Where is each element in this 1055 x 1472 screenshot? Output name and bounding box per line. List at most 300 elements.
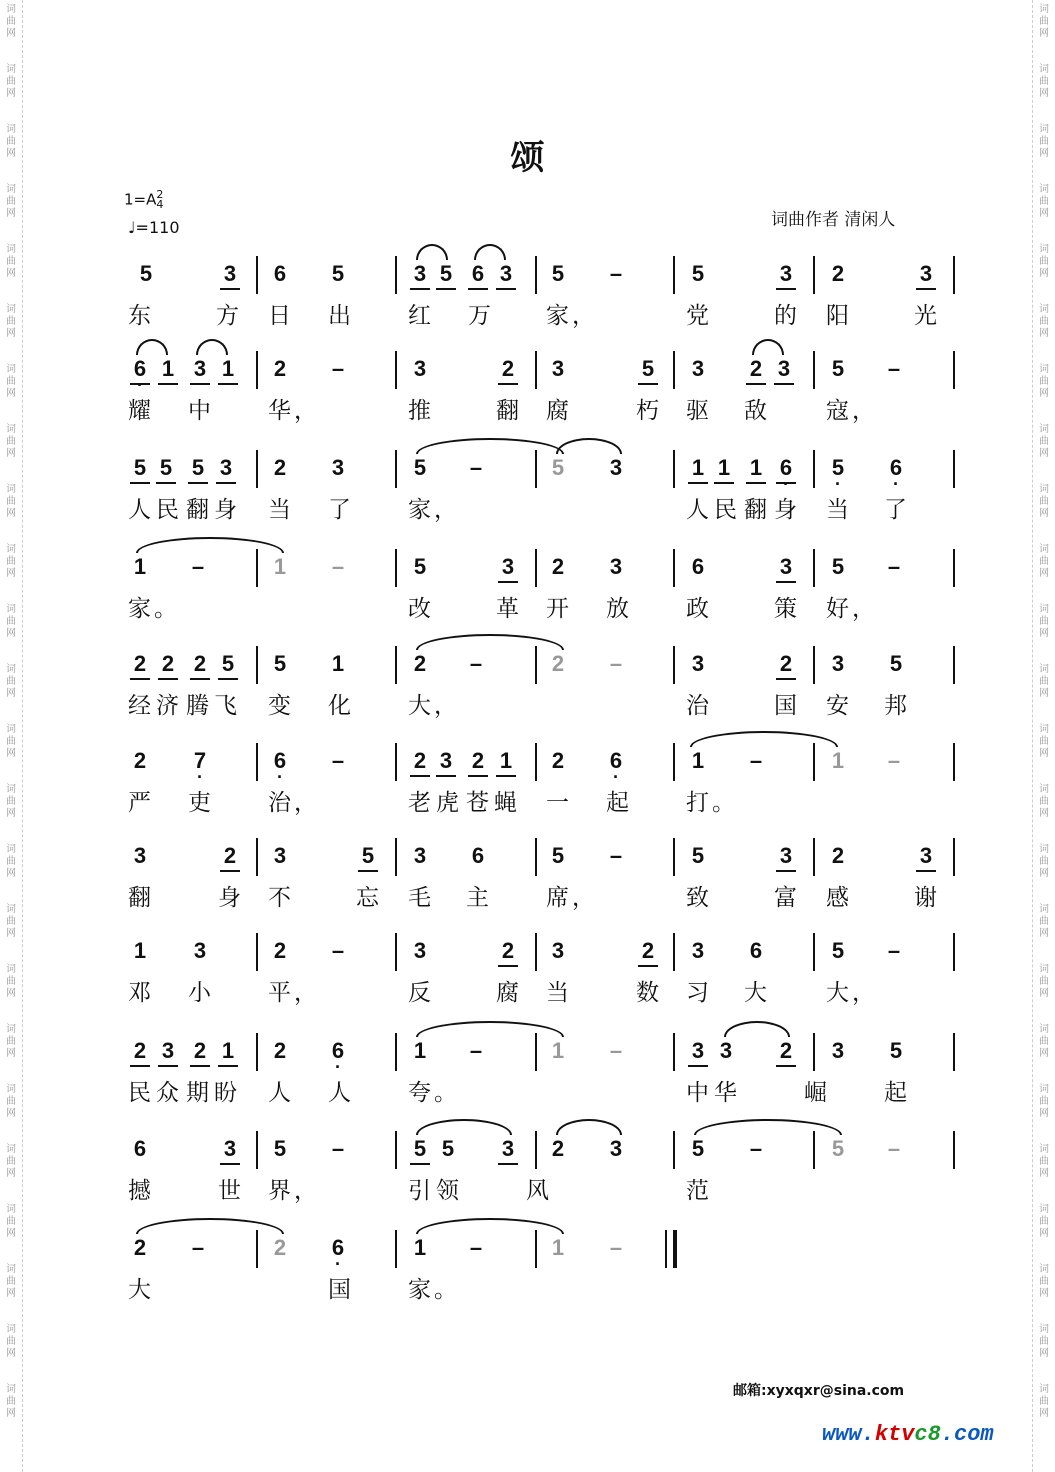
watermark-strip-right: [1032, 0, 1055, 1472]
tempo-marking: [128, 218, 180, 237]
bar-line: [673, 256, 675, 294]
bar-line: [535, 549, 537, 587]
note: 2: [128, 1039, 152, 1063]
time-sig-top: 2: [156, 188, 164, 201]
watermark-text: 词 曲 网: [1039, 844, 1049, 879]
watermark-text: 词 曲 网: [6, 844, 16, 879]
note: 1: [691, 748, 705, 773]
lyric-char: 寇: [826, 398, 849, 424]
lyric-char: 翻: [496, 398, 519, 424]
extension-dash: –: [887, 748, 901, 773]
lyric-char: ，: [852, 596, 875, 622]
lyric-char: 。: [712, 790, 735, 816]
bar-line: [395, 450, 397, 488]
lyric-char: 不: [268, 885, 291, 911]
lyric-char: 民: [156, 497, 179, 523]
note: 5: [413, 455, 427, 480]
slur-arc: [416, 1218, 564, 1234]
lyric-char: 出: [328, 303, 351, 329]
note: 1: [216, 357, 240, 381]
lyric-char: 邦: [884, 693, 907, 719]
slur-arc: [556, 438, 622, 454]
note: · 6: [774, 456, 798, 480]
watermark-text: 词 曲 网: [6, 964, 16, 999]
lyric-char: 光: [914, 303, 937, 329]
note: 6: [133, 1136, 147, 1161]
slur-arc: [416, 438, 564, 454]
lyric-char: 民: [714, 497, 737, 523]
final-bar-line: [665, 1230, 677, 1268]
note: 3: [218, 1137, 242, 1161]
bar-line: [953, 1033, 955, 1071]
bar-line: [395, 838, 397, 876]
site-logo: [822, 1422, 994, 1447]
note: 1: [331, 651, 345, 676]
lyric-char: 党: [686, 303, 709, 329]
lyric-char: 腐: [496, 980, 519, 1006]
note: 1: [216, 1039, 240, 1063]
bar-line: [256, 933, 258, 971]
note: 2: [551, 1136, 565, 1161]
bar-line: [953, 743, 955, 781]
note: 1: [744, 456, 768, 480]
bar-line: [673, 743, 675, 781]
watermark-text: 词 曲 网: [6, 1024, 16, 1059]
bar-line: [535, 743, 537, 781]
note: 3: [331, 455, 345, 480]
lyric-char: 崛: [804, 1080, 827, 1106]
lyric-char: 日: [268, 303, 291, 329]
lyric-char: 开: [546, 596, 569, 622]
note: 3: [772, 357, 796, 381]
bar-line: [953, 1131, 955, 1169]
composer-credit: 词曲作者 清闲人: [771, 210, 896, 230]
note: 1: [133, 554, 147, 579]
extension-dash: –: [609, 651, 623, 676]
extension-dash: –: [887, 938, 901, 963]
lyric-char: 的: [774, 303, 797, 329]
note: 3: [133, 843, 147, 868]
watermark-text: 词 曲 网: [6, 724, 16, 759]
lyric-char: 一: [546, 790, 569, 816]
bar-line: [395, 743, 397, 781]
note: · 6: [604, 749, 628, 773]
note: 1: [831, 748, 845, 773]
note: 2: [188, 652, 212, 676]
lyric-char: 治: [686, 693, 709, 719]
note: 3: [609, 554, 623, 579]
lyric-char: 腐: [546, 398, 569, 424]
lyric-char: 世: [218, 1178, 241, 1204]
bar-line: [535, 1131, 537, 1169]
bar-line: [813, 646, 815, 684]
note: 3: [914, 844, 938, 868]
bar-line: [813, 1033, 815, 1071]
bar-line: [953, 450, 955, 488]
extension-dash: –: [191, 1235, 205, 1260]
note: 5: [273, 651, 287, 676]
lyric-char: 敌: [744, 398, 767, 424]
lyric-char: 撼: [128, 1178, 151, 1204]
lyric-char: ，: [852, 980, 875, 1006]
note: 3: [434, 749, 458, 773]
lyric-char: 家: [408, 1277, 431, 1303]
note: 5: [551, 261, 565, 286]
note: · 6: [128, 357, 152, 381]
key-signature: [124, 190, 163, 210]
lyric-char: ，: [572, 885, 595, 911]
lyric-char: 主: [466, 885, 489, 911]
lyric-char: 打: [686, 790, 709, 816]
note: 5: [551, 455, 565, 480]
quarter-note-icon: ♩: [128, 218, 136, 237]
note: 2: [273, 1038, 287, 1063]
lyric-char: 风: [526, 1178, 549, 1204]
note: 2: [133, 1235, 147, 1260]
note: 3: [914, 262, 938, 286]
bar-line: [535, 1230, 537, 1268]
note: 2: [496, 939, 520, 963]
note: 3: [719, 1038, 733, 1063]
watermark-text: 词 曲 网: [1039, 1384, 1049, 1419]
lyric-char: 飞: [214, 693, 237, 719]
note: 2: [744, 357, 768, 381]
note: · 6: [884, 456, 908, 480]
note: 5: [831, 356, 845, 381]
note: 2: [273, 455, 287, 480]
bar-line: [953, 351, 955, 389]
slur-arc: [136, 339, 168, 355]
extension-dash: –: [609, 843, 623, 868]
note: 2: [551, 651, 565, 676]
watermark-text: 词 曲 网: [1039, 244, 1049, 279]
bar-line: [953, 838, 955, 876]
watermark-text: 词 曲 网: [6, 64, 16, 99]
note: 3: [691, 938, 705, 963]
lyric-char: 谢: [914, 885, 937, 911]
watermark-text: 词 曲 网: [6, 1144, 16, 1179]
note: 3: [496, 555, 520, 579]
note: 1: [494, 749, 518, 773]
note: 2: [774, 1039, 798, 1063]
bar-line: [395, 646, 397, 684]
note: 2: [831, 843, 845, 868]
note: 2: [128, 652, 152, 676]
bar-line: [673, 549, 675, 587]
lyric-char: ，: [852, 398, 875, 424]
bar-line: [256, 1033, 258, 1071]
lyric-char: 治: [268, 790, 291, 816]
lyric-char: 家: [128, 596, 151, 622]
bar-line: [395, 1033, 397, 1071]
extension-dash: –: [887, 554, 901, 579]
lyric-char: 身: [214, 497, 237, 523]
note: 5: [139, 261, 153, 286]
lyric-char: 数: [636, 980, 659, 1006]
note: 2: [408, 749, 432, 773]
lyric-char: 反: [408, 980, 431, 1006]
slur-arc: [416, 634, 564, 650]
note: 5: [691, 1136, 705, 1161]
watermark-text: 词 曲 网: [6, 184, 16, 219]
slur-arc: [724, 1021, 790, 1037]
lyric-char: 忘: [356, 885, 379, 911]
slur-arc: [196, 339, 228, 355]
bar-line: [256, 743, 258, 781]
note: 5: [413, 554, 427, 579]
watermark-text: 词 曲 网: [6, 124, 16, 159]
bar-line: [673, 933, 675, 971]
slur-arc: [556, 1119, 622, 1135]
time-signature: [156, 190, 163, 210]
bar-line: [953, 646, 955, 684]
lyric-char: ，: [434, 497, 457, 523]
extension-dash: –: [331, 356, 345, 381]
lyric-char: 老: [408, 790, 431, 816]
watermark-text: 词 曲 网: [1039, 304, 1049, 339]
note: 1: [551, 1235, 565, 1260]
note: 2: [636, 939, 660, 963]
lyric-char: 好: [826, 596, 849, 622]
email-contact: 邮箱:xyxqxr@sina.com: [733, 1383, 905, 1399]
note: 6: [471, 843, 485, 868]
note: 2: [133, 748, 147, 773]
note: 2: [188, 1039, 212, 1063]
note: 5: [831, 1136, 845, 1161]
lyric-char: 范: [686, 1178, 709, 1204]
note: 1: [156, 357, 180, 381]
lyric-char: 中: [188, 398, 211, 424]
lyric-char: 政: [686, 596, 709, 622]
bar-line: [395, 351, 397, 389]
lyric-char: 家: [408, 497, 431, 523]
extension-dash: –: [331, 748, 345, 773]
lyric-char: 放: [606, 596, 629, 622]
slur-arc: [136, 537, 284, 553]
lyric-char: 起: [606, 790, 629, 816]
watermark-text: 词 曲 网: [1039, 364, 1049, 399]
note: 3: [413, 843, 427, 868]
watermark-text: 词 曲 网: [1039, 904, 1049, 939]
bar-line: [673, 450, 675, 488]
slur-arc: [690, 731, 838, 747]
extension-dash: –: [749, 748, 763, 773]
note: 3: [774, 844, 798, 868]
lyric-char: 席: [546, 885, 569, 911]
note: 1: [413, 1235, 427, 1260]
note: 6: [749, 938, 763, 963]
bar-line: [953, 256, 955, 294]
note: 2: [273, 1235, 287, 1260]
note: 3: [609, 455, 623, 480]
watermark-text: 词 曲 网: [1039, 664, 1049, 699]
lyric-char: 虎: [436, 790, 459, 816]
bar-line: [535, 838, 537, 876]
key-label: 1=A: [124, 190, 157, 209]
lyric-char: 苍: [466, 790, 489, 816]
lyric-char: 人: [128, 497, 151, 523]
lyric-char: 民: [128, 1080, 151, 1106]
lyric-char: 化: [328, 693, 351, 719]
note: 1: [551, 1038, 565, 1063]
extension-dash: –: [331, 554, 345, 579]
note: 3: [686, 1039, 710, 1063]
watermark-text: 词 曲 网: [1039, 544, 1049, 579]
note: 3: [551, 356, 565, 381]
bar-line: [953, 549, 955, 587]
watermark-text: 词 曲 网: [1039, 1024, 1049, 1059]
bar-line: [256, 256, 258, 294]
bar-line: [813, 256, 815, 294]
lyric-char: 方: [216, 303, 239, 329]
note: 2: [496, 357, 520, 381]
note: 3: [609, 1136, 623, 1161]
slur-arc: [416, 1119, 512, 1135]
lyric-char: 。: [434, 1080, 457, 1106]
note: 2: [413, 651, 427, 676]
lyric-char: 朽: [636, 398, 659, 424]
watermark-text: 词 曲 网: [6, 244, 16, 279]
note: · 6: [326, 1039, 350, 1063]
watermark-text: 词 曲 网: [1039, 1144, 1049, 1179]
extension-dash: –: [609, 1038, 623, 1063]
slur-arc: [416, 1021, 564, 1037]
extension-dash: –: [749, 1136, 763, 1161]
watermark-text: 词 曲 网: [6, 1324, 16, 1359]
lyric-char: ，: [434, 693, 457, 719]
note: 5: [331, 261, 345, 286]
lyric-char: 阳: [826, 303, 849, 329]
lyric-char: 腾: [186, 693, 209, 719]
lyric-char: 人: [268, 1080, 291, 1106]
bar-line: [256, 549, 258, 587]
bar-line: [535, 256, 537, 294]
extension-dash: –: [191, 554, 205, 579]
watermark-text: 词 曲 网: [6, 1204, 16, 1239]
lyric-char: 国: [774, 693, 797, 719]
note: 5: [551, 843, 565, 868]
bar-line: [535, 646, 537, 684]
note: 2: [466, 749, 490, 773]
lyric-char: 华: [268, 398, 291, 424]
watermark-text: 词 曲 网: [1039, 724, 1049, 759]
bar-line: [673, 1131, 675, 1169]
watermark-text: 词 曲 网: [1039, 784, 1049, 819]
note: 5: [889, 1038, 903, 1063]
watermark-text: 词 曲 网: [1039, 604, 1049, 639]
bar-line: [256, 450, 258, 488]
note: 2: [218, 844, 242, 868]
note: 3: [273, 843, 287, 868]
note: 5: [128, 456, 152, 480]
note: 2: [831, 261, 845, 286]
extension-dash: –: [469, 651, 483, 676]
bar-line: [813, 933, 815, 971]
lyric-char: 富: [774, 885, 797, 911]
note: 1: [273, 554, 287, 579]
bar-line: [673, 838, 675, 876]
site-logo-part-1: www.: [822, 1422, 875, 1447]
tempo-value: =110: [135, 218, 180, 237]
lyric-char: 习: [686, 980, 709, 1006]
watermark-text: 词 曲 网: [6, 784, 16, 819]
extension-dash: –: [887, 356, 901, 381]
note: 6: [691, 554, 705, 579]
note: 5: [831, 554, 845, 579]
bar-line: [535, 351, 537, 389]
note: 6: [273, 261, 287, 286]
note: 3: [193, 938, 207, 963]
lyric-char: 国: [328, 1277, 351, 1303]
note: 3: [831, 651, 845, 676]
note: 3: [156, 1039, 180, 1063]
watermark-text: 词 曲 网: [6, 664, 16, 699]
lyric-char: 身: [774, 497, 797, 523]
watermark-text: 词 曲 网: [6, 484, 16, 519]
bar-line: [395, 1131, 397, 1169]
lyric-char: 众: [156, 1080, 179, 1106]
lyric-char: 大: [744, 980, 767, 1006]
watermark-text: 词 曲 网: [6, 904, 16, 939]
note: 5: [636, 357, 660, 381]
note: 2: [156, 652, 180, 676]
note: 5: [691, 261, 705, 286]
note: 5: [691, 843, 705, 868]
note: 3: [413, 938, 427, 963]
note: 6: [466, 262, 490, 286]
note: 3: [496, 1137, 520, 1161]
extension-dash: –: [609, 261, 623, 286]
lyric-char: 翻: [186, 497, 209, 523]
watermark-text: 词 曲 网: [6, 604, 16, 639]
bar-line: [535, 450, 537, 488]
note: 5: [408, 1137, 432, 1161]
lyric-char: 翻: [128, 885, 151, 911]
lyric-char: 平: [268, 980, 291, 1006]
note: 5: [186, 456, 210, 480]
bar-line: [395, 1230, 397, 1268]
note: 1: [712, 456, 736, 480]
bar-line: [673, 646, 675, 684]
extension-dash: –: [469, 1038, 483, 1063]
note: 3: [413, 356, 427, 381]
lyric-char: 夸: [408, 1080, 431, 1106]
lyric-char: 期: [186, 1080, 209, 1106]
note: 5: [273, 1136, 287, 1161]
lyric-char: 当: [268, 497, 291, 523]
lyric-char: 人: [686, 497, 709, 523]
lyric-char: 蝇: [494, 790, 517, 816]
lyric-char: 邓: [128, 980, 151, 1006]
lyric-char: ，: [572, 303, 595, 329]
lyric-char: 毛: [408, 885, 431, 911]
note: 1: [133, 938, 147, 963]
lyric-char: 致: [686, 885, 709, 911]
note: 3: [691, 651, 705, 676]
bar-line: [673, 351, 675, 389]
slur-arc: [136, 1218, 284, 1234]
lyric-char: 当: [546, 980, 569, 1006]
lyric-char: 大: [128, 1277, 151, 1303]
bar-line: [813, 450, 815, 488]
slur-arc: [474, 244, 506, 260]
note: 3: [188, 357, 212, 381]
watermark-strip-left: [0, 0, 23, 1472]
lyric-char: 严: [128, 790, 151, 816]
extension-dash: –: [609, 1235, 623, 1260]
watermark-text: 词 曲 网: [1039, 1324, 1049, 1359]
watermark-text: 词 曲 网: [1039, 4, 1049, 39]
